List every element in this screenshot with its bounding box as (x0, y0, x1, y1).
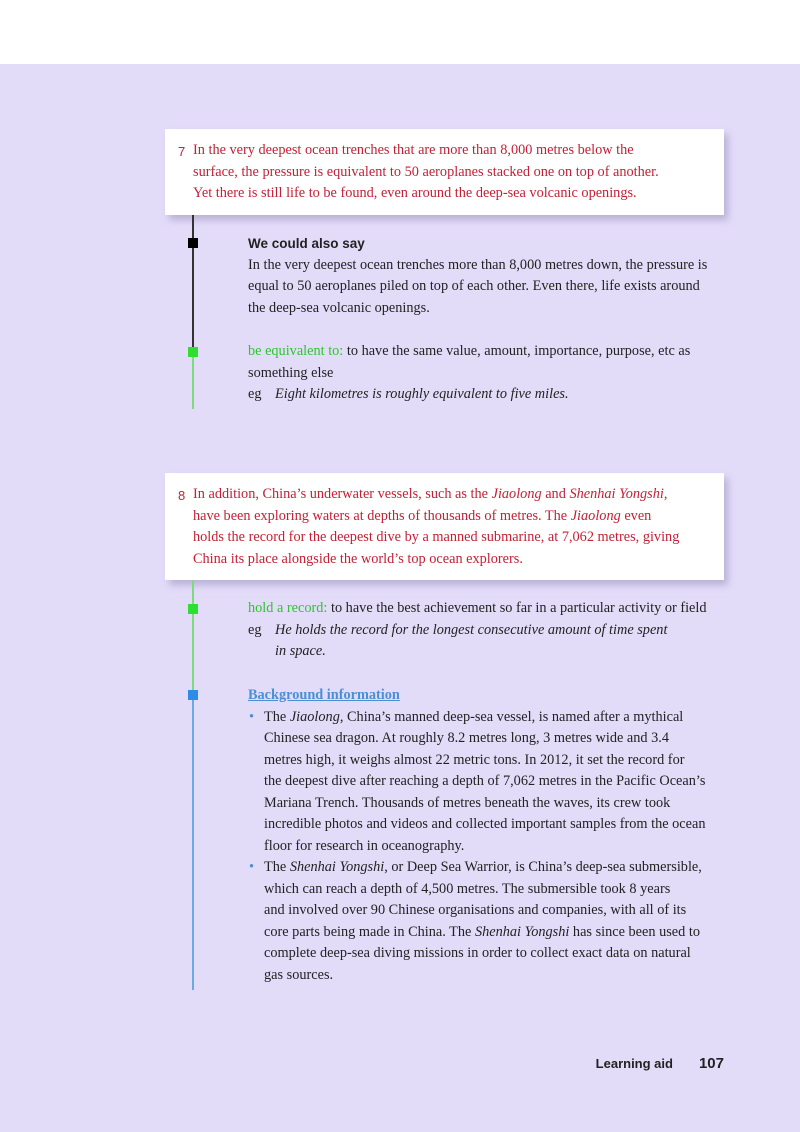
vessel-name: Jiaolong (289, 708, 340, 725)
example (248, 384, 728, 406)
vessel-name: Shenhai Yongshi (289, 859, 385, 875)
blue-square-marker-icon (188, 690, 198, 700)
bullet-icon: • (249, 859, 255, 875)
vocab-term: hold a record: (248, 600, 328, 616)
background-list (248, 707, 728, 987)
timeline-line-blue (192, 695, 194, 990)
vocab-definition-text: to have the best achievement so far in a particular activity or field (327, 600, 707, 616)
vessel-name: Shenhai Yongshi (569, 486, 664, 502)
background-info-block (248, 685, 728, 986)
list-item (248, 707, 728, 858)
bullet-line: floor for research in oceanography. (264, 837, 465, 854)
passage-line: surface, the pressure is equivalent to 50 aeroplanes stacked one on top of another. (193, 163, 659, 180)
page-footer (596, 1055, 724, 1073)
list-item (248, 857, 728, 986)
footer-label: Learning aid (595, 1056, 673, 1071)
vessel-name: Jiaolong (570, 507, 621, 524)
text-run: have been exploring waters at depths of thousands of metres. The (193, 507, 571, 524)
vocab-definition (248, 598, 728, 620)
bullet-line: gas sources. (264, 966, 334, 983)
text-run: , or Deep Sea Warrior, is China’s deep-sea submersible, (384, 859, 702, 875)
eg-label: eg (248, 386, 262, 402)
vocab-term: be equivalent to: (248, 343, 344, 359)
also-say-heading: We could also say (248, 236, 365, 251)
text-run: The (264, 708, 290, 725)
text-run: In addition, China’s underwater vessels, such as the (193, 486, 492, 502)
example-sentence: Eight kilometres is roughly equivalent to five miles. (275, 386, 569, 402)
text-run: has since been used to (569, 923, 700, 940)
eg-label: eg (248, 621, 262, 638)
example-sentence (275, 620, 667, 663)
text-run: and (541, 486, 570, 502)
bullet-line: the deepest dive after reaching a depth of 7,062 metres in the Pacific Ocean’s (264, 773, 706, 789)
example-line: in space. (275, 643, 326, 659)
text-run: core parts being made in China. The (264, 923, 475, 940)
green-square-marker-icon (188, 347, 198, 357)
timeline-line-green (192, 352, 194, 409)
vocab-definition-cont: something else (248, 364, 334, 381)
passage-line: Yet there is still life to be found, even around the deep-sea volcanic openings. (193, 185, 637, 201)
example (248, 620, 728, 663)
passage-line: In the very deepest ocean trenches that are more than 8,000 metres below the (193, 142, 634, 158)
example-line: He holds the record for the longest consecutive amount of time spent (275, 621, 668, 638)
black-square-marker-icon (188, 238, 198, 248)
bullet-line: metres high, it weighs almost 22 metric tons. In 2012, it set the record for (264, 751, 685, 768)
bullet-line (264, 707, 728, 729)
passage-line (193, 506, 714, 528)
vessel-name: Shenhai Yongshi (474, 923, 570, 940)
text-run: , (663, 486, 668, 502)
vocab-block-equivalent (248, 341, 728, 406)
also-say-line: the deep-sea volcanic openings. (248, 299, 430, 316)
bullet-line (264, 857, 728, 879)
text-run: even (620, 507, 652, 524)
passage-line: holds the record for the deepest dive by a manned submarine, at 7,062 metres, giving (193, 529, 680, 545)
passage-text (193, 140, 714, 205)
vocab-definition-text: to have the same value, amount, importance, purpose, etc as (343, 343, 691, 359)
also-say-line: equal to 50 aeroplanes piled on top of each other. Even there, life exists around (248, 278, 700, 294)
passage-box-8 (165, 473, 724, 580)
bullet-line: which can reach a depth of 4,500 metres. The submersible took 8 years (264, 880, 671, 897)
paragraph-number: 7 (178, 144, 186, 159)
bullet-line: Chinese sea dragon. At roughly 8.2 metres long, 3 metres wide and 3.4 (264, 730, 669, 746)
also-say-block (248, 233, 728, 319)
also-say-line: In the very deepest ocean trenches more than 8,000 metres down, the pressure is (248, 256, 708, 273)
vocab-definition (248, 341, 728, 363)
text-run: , China’s manned deep-sea vessel, is named after a mythical (339, 708, 684, 725)
passage-text (193, 484, 714, 570)
passage-box-7 (165, 129, 724, 215)
vessel-name: Jiaolong (491, 486, 542, 502)
bullet-line: complete deep-sea diving missions in order to collect exact data on natural (264, 945, 691, 961)
passage-line: China its place alongside the world’s top ocean explorers. (193, 550, 523, 567)
bullet-line: Mariana Trench. Thousands of metres beneath the waves, its crew took (264, 794, 671, 811)
background-info-link[interactable]: Background information (248, 687, 400, 703)
page-number: 107 (698, 1055, 724, 1072)
bullet-icon: • (249, 708, 255, 725)
vocab-block-record (248, 598, 728, 663)
passage-line (193, 484, 714, 506)
bullet-line (264, 922, 728, 944)
green-square-marker-icon (188, 604, 198, 614)
bullet-line: incredible photos and videos and collected important samples from the ocean (264, 816, 706, 832)
text-run: The (264, 859, 290, 875)
timeline-line-green (192, 580, 194, 695)
paragraph-number: 8 (178, 488, 186, 503)
bullet-line: and involved over 90 Chinese organisations and companies, with all of its (264, 902, 687, 918)
timeline-line-black (192, 215, 194, 352)
